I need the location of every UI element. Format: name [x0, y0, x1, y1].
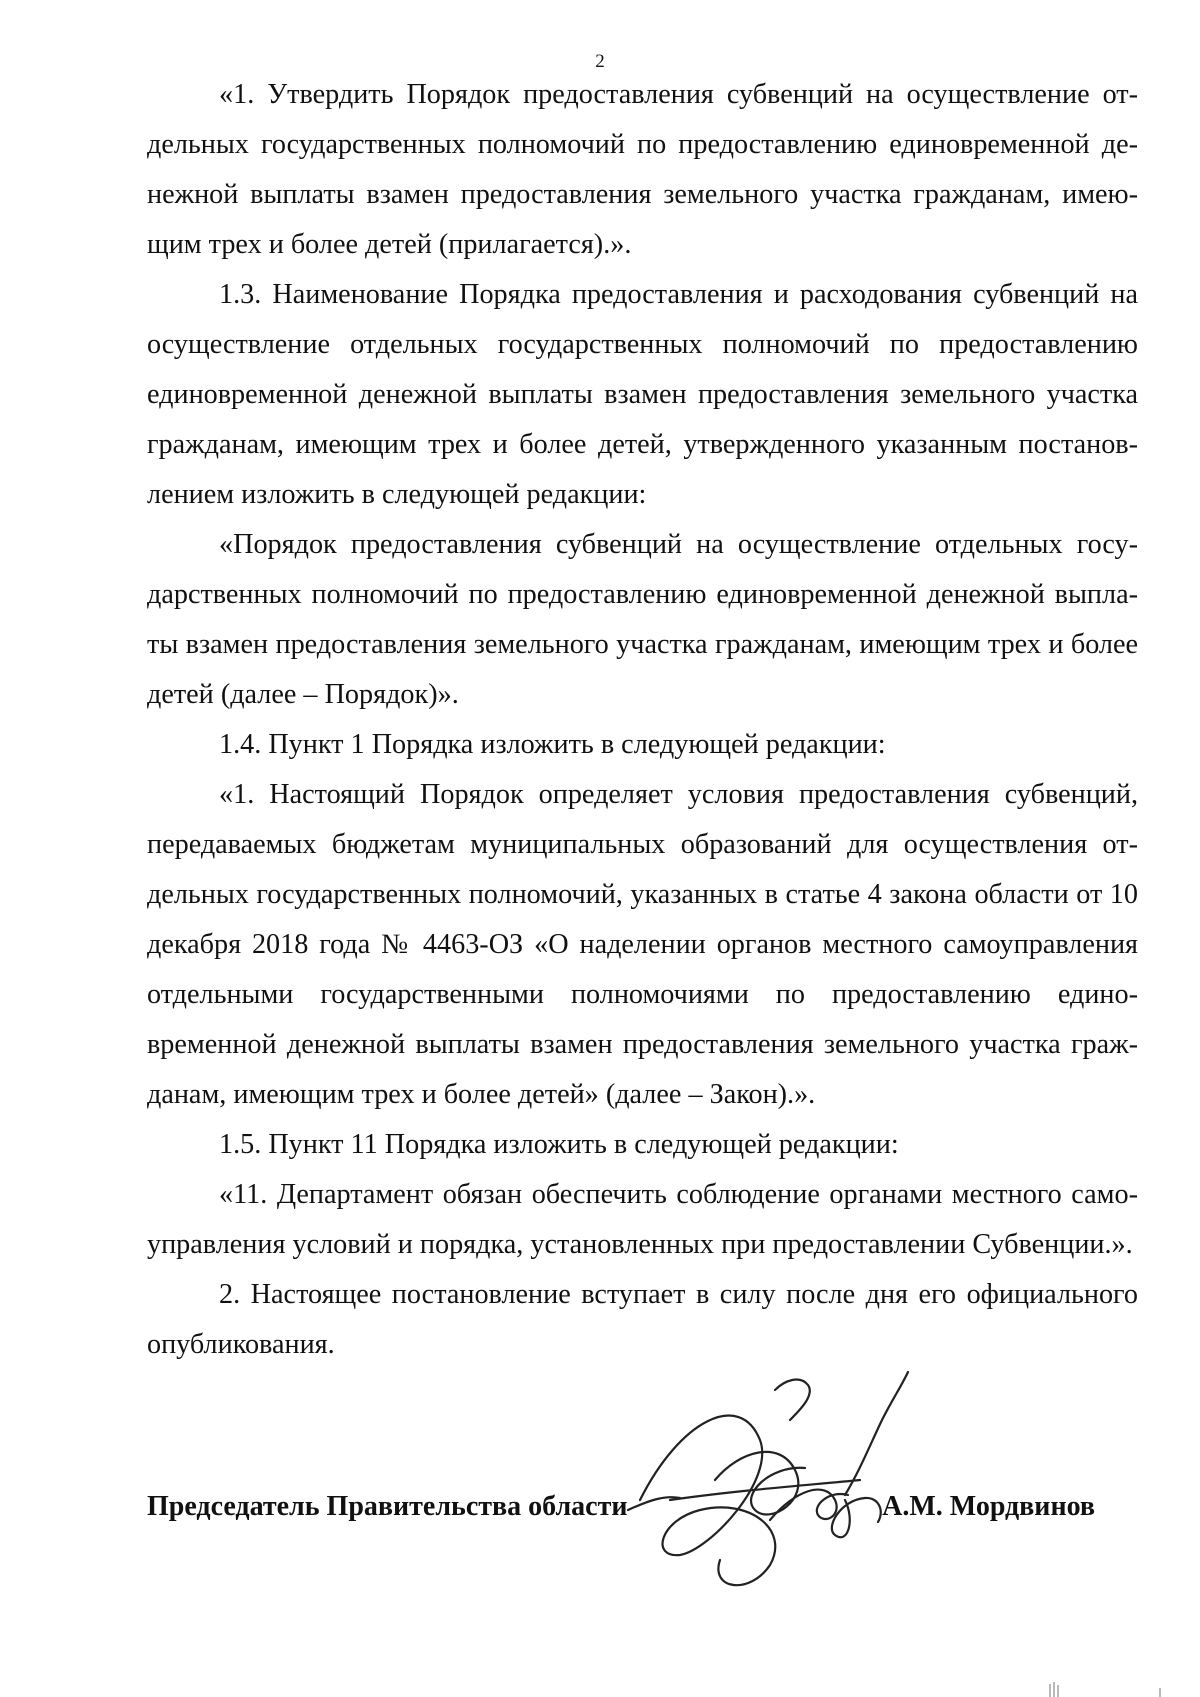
signature-block [147, 1482, 1095, 1532]
paragraph-2: 2. Настоящее постановление вступает в силу после дня его официального опубликования. [147, 1279, 1138, 1360]
paragraph-1-3: 1.3. Наименование Порядка предоставления и расходования субвенций на осуществление отдельных государственных полномочий по предоставлению единовременной денежной выплаты взамен предоставления земельного участка гражданам, имеющим трех и более детей, утвержденного указанным постановлением изложить в следующей редакции: [147, 279, 1138, 510]
scan-artifact-marks [1040, 1676, 1170, 1697]
paragraph-quote-title: «Порядок предоставления субвенций на осуществление отдельных государственных полномочий по предоставлению единовременной денежной выплаты взамен предоставления земельного участка гражданам, имеющим трех и более детей (далее – Порядок)». [147, 529, 1138, 710]
signatory-position: Председатель Правительства области [147, 1491, 628, 1522]
paragraph-quote-11: «11. Департамент обязан обеспечить соблюдение органами местного самоуправления условий и порядка, установленных при предоставлении Субвенции.». [147, 1179, 1138, 1260]
document-body [147, 70, 1138, 1370]
handwritten-signature [620, 1350, 920, 1610]
paragraph-1-5: 1.5. Пункт 11 Порядка изложить в следующей редакции: [219, 1129, 899, 1160]
paragraph-1-4: 1.4. Пункт 1 Порядка изложить в следующей редакции: [219, 729, 886, 760]
paragraph-quote-1: «1. Настоящий Порядок определяет условия предоставления субвенций, передаваемых бюджетам муниципальных образований для осуществления отдельных государственных полномочий, указанных в статье 4 закона области от 10 декабря 2018 года № 4463-ОЗ «О наделении органов местного самоуправления отдельными государственными полномочиями по предоставлению единовременной денежной выплаты взамен предоставления земельного участка гражданам, имеющим трех и более детей» (далее – Закон).». [147, 779, 1138, 1110]
signatory-name: А.М. Мордвинов [882, 1491, 1095, 1522]
page-number: 2 [595, 51, 605, 72]
paragraph-1: «1. Утвердить Порядок предоставления субвенций на осуществление отдельных государственных полномочий по предоставлению единовременной денежной выплаты взамен предоставления земельного участка гражданам, имеющим трех и более детей (прилагается).». [147, 79, 1138, 260]
